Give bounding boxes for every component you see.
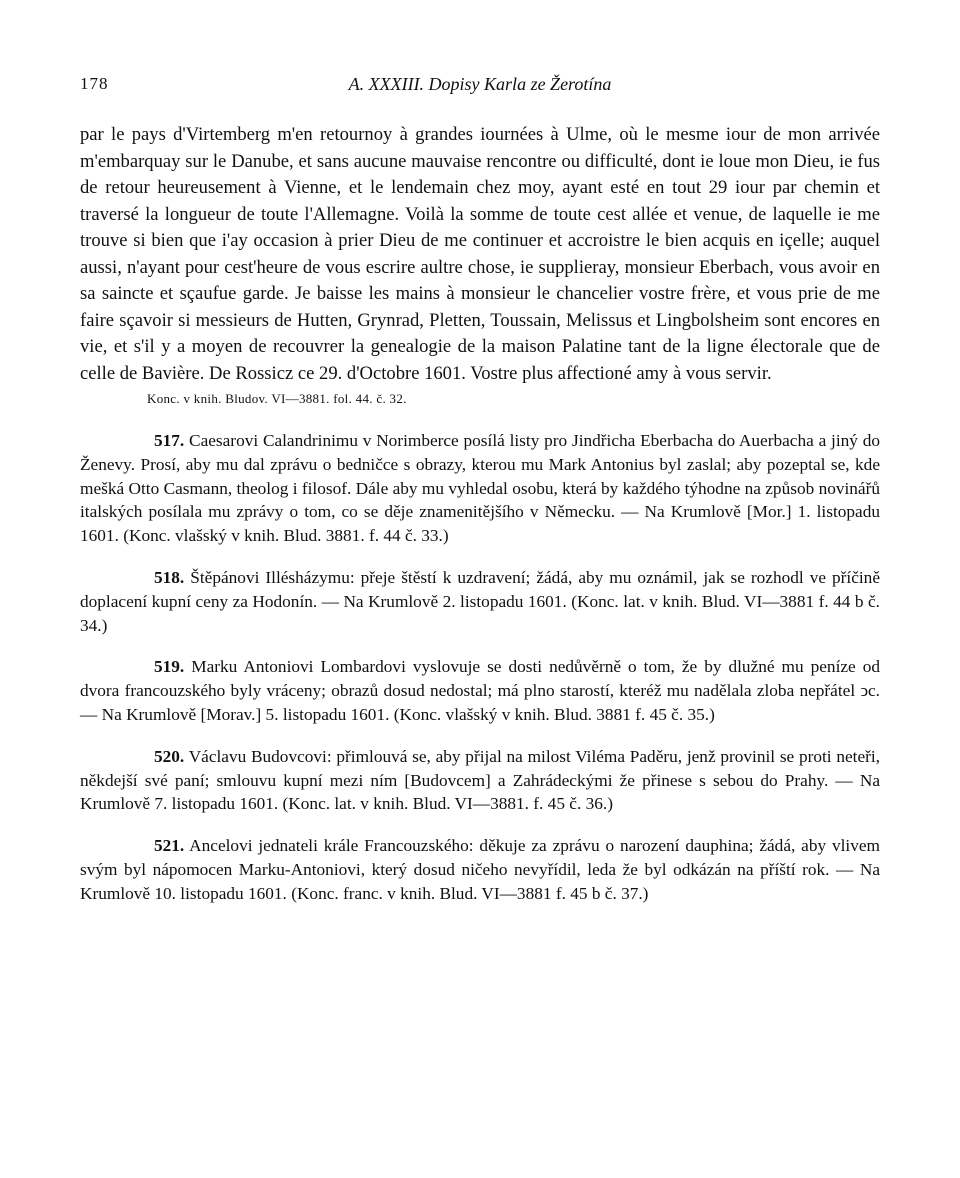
source-note: Konc. v knih. Bludov. VI—3881. fol. 44. č. 32. xyxy=(147,391,407,406)
letter-body: par le pays d'Virtemberg m'en retournoy à grandes iournées à Ulme, où le mesme iour de mon arrivée m'embarquay sur le Danube, et sans aucune mauvaise rencontre ou difficulté, dont ie loue mon Dieu, ie fus de retour heureusement à Vienne, et le lendemain chez moy, ayant esté en tout 29 iour par chemin et traversé la longueur de toute l'Allemagne. Voilà la somme de toute cest allée et venue, de laquelle ie me trouve si bien que i'ay occasion à prier Dieu de me continuer et accroistre le bien acquis en içelle; auquel aussi, n'ayant pour cest'heure de vous escrire aultre chose, ie supplieray, monsieur Eberbach, vous avoir en sa saincte et sçaufue garde. Je baisse les mains à monsieur le chancelier vostre frère, et vous prie de me faire sçavoir si messieurs de Hutten, Grynrad, Pletten, Toussain, Melissus et Lingbolsheim sont encores en vie, et s'il y a moyen de recouvrer la genealogie de la maison Palatine tant de la ligne électorale que de celle de Bavière. De Rossicz ce 29. d'Octobre 1601. Vostre plus affectioné amy à vous servir. xyxy=(80,124,880,384)
entry-text: Václavu Budovcovi: přimlouvá se, aby přijal na milost Viléma Paděru, jenž provinil se proti neteři, někdejší své paní; smlouvu kupní mezi ním [Budovcem] a Zahrádeckými že přinese s sebou do Prahy. — Na Krumlově 7. listopadu 1601. (Konc. lat. v knih. Blud. VI—3881. f. 45 č. 36.) xyxy=(80,746,880,814)
regest-entry xyxy=(80,745,880,816)
regest-entry xyxy=(80,655,880,726)
regest-entry xyxy=(80,566,880,637)
entry-number: 521. xyxy=(154,836,185,856)
document-page xyxy=(80,70,880,906)
entry-number: 517. xyxy=(154,431,185,450)
entry-text: Caesarovi Calandrinimu v Norimberce posílá listy pro Jindřicha Eberbacha do Auerbacha a jiný do Ženevy. Prosí, aby mu dal zprávu o bedničce s obrazy, kterou mu Mark Antonius byl zaslal; aby pozeptal se, kde mešká Otto Casmann, theolog i filosof. Dále aby mu vyhledal osobu, která by každého týhodne na způsob novinářů italských posílala mu zprávy o tom, co se děje znamenitějšího v Německu. — Na Krumlově [Mor.] 1. listopadu 1601. (Konc. vlašský v knih. Blud. 3881. f. 44 č. 33.) xyxy=(80,431,880,546)
entry-text: Štěpánovi Illésházymu: přeje štěstí k uzdravení; žádá, aby mu oznámil, jak se rozhodl ve příčině doplacení kupní ceny za Hodonín. — Na Krumlově 2. listopadu 1601. (Konc. lat. v knih. Blud. VI—3881 f. 44 b č. 34.) xyxy=(80,567,880,635)
page-number: 178 xyxy=(80,74,109,93)
entry-number: 518. xyxy=(154,567,185,587)
running-title: A. XXXIII. Dopisy Karla ze Žerotína xyxy=(348,74,612,94)
entry-text: Marku Antoniovi Lombardovi vyslovuje se dosti nedůvěrně o tom, že by dlužné mu peníze od dvora francouzského byly vráceny; obrazů dosud nedostal; má plno starostí, kteréž mu nadělala zloba nepřátel ͻc. — Na Krumlově [Morav.] 5. listopadu 1601. (Konc. vlašský v knih. Blud. 3881 f. 45 č. 35.) xyxy=(80,657,880,724)
regest-entry xyxy=(80,834,880,905)
page-header xyxy=(80,70,880,100)
regest-entry xyxy=(80,429,880,548)
entry-number: 520. xyxy=(154,746,185,766)
entry-text: Ancelovi jednateli krále Francouzského: děkuje za zprávu o narození dauphina; žádá, aby vlivem svým byl nápomocen Marku-Antoniovi, který dosud ničeho nevyřídil, leda že byl odkázán na příští rok. — Na Krumlově 10. listopadu 1601. (Konc. franc. v knih. Blud. VI—3881 f. 45 b č. 37.) xyxy=(80,836,880,903)
entry-number: 519. xyxy=(154,657,185,677)
